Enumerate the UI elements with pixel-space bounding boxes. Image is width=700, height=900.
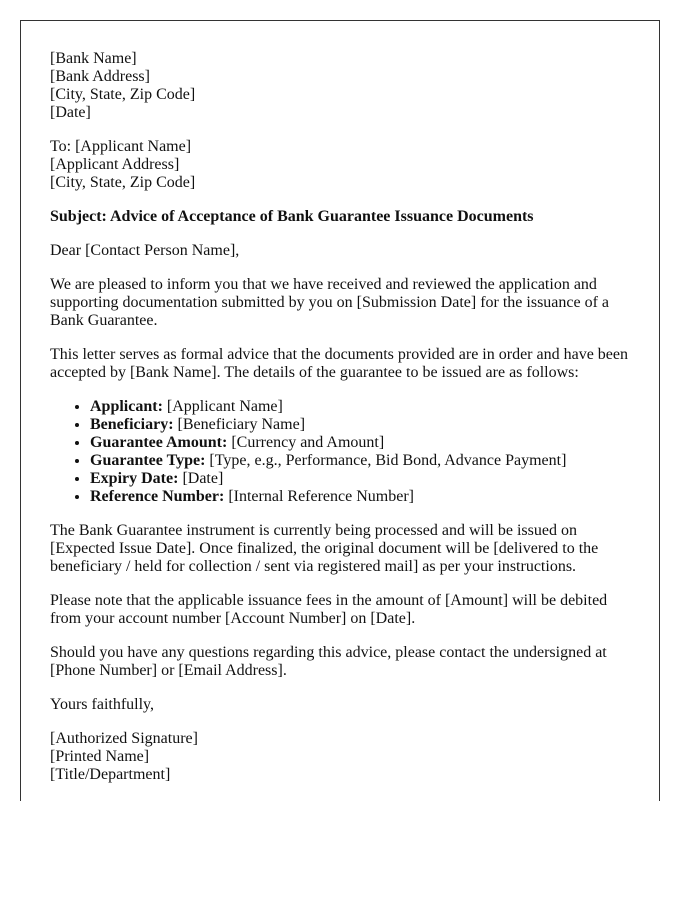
paragraph-advice: This letter serves as formal advice that the documents provided are in order and have been accepted by [Bank Name]. The details of the guarantee to be issued are as follows: [50, 346, 628, 381]
detail-label: Reference Number: [90, 488, 225, 505]
authorized-signature: [Authorized Signature] [50, 730, 198, 747]
title-department: [Title/Department] [50, 766, 171, 783]
sender-bank-name: [Bank Name] [50, 50, 137, 67]
recipient-city-state-zip: [City, State, Zip Code] [50, 174, 196, 191]
recipient-block [50, 138, 639, 192]
sender-bank-address: [Bank Address] [50, 68, 150, 85]
guarantee-details-list [50, 398, 639, 506]
detail-label: Guarantee Type: [90, 452, 206, 469]
sender-block [50, 50, 639, 122]
recipient-address: [Applicant Address] [50, 156, 180, 173]
detail-item-applicant [90, 398, 639, 416]
letter-date: [Date] [50, 104, 91, 121]
signature-block [50, 730, 639, 784]
detail-item-reference-number [90, 488, 639, 506]
detail-value: [Beneficiary Name] [173, 416, 306, 433]
detail-item-guarantee-type [90, 452, 639, 470]
detail-value: [Internal Reference Number] [224, 488, 414, 505]
detail-value: [Type, e.g., Performance, Bid Bond, Advance Payment] [205, 452, 567, 469]
printed-name: [Printed Name] [50, 748, 150, 765]
detail-value: [Date] [178, 470, 224, 487]
salutation: Dear [Contact Person Name], [50, 242, 240, 259]
detail-label: Beneficiary: [90, 416, 174, 433]
detail-label: Applicant: [90, 398, 163, 415]
subject-line: Subject: Advice of Acceptance of Bank Guarantee Issuance Documents [50, 208, 534, 225]
closing: Yours faithfully, [50, 696, 155, 713]
letter-document [20, 20, 660, 801]
paragraph-processing: The Bank Guarantee instrument is currently being processed and will be issued on [Expected Issue Date]. Once finalized, the original document will be [delivered to the beneficiary / held for collection / sent via registered mail] as per your instructions. [50, 522, 599, 575]
detail-item-guarantee-amount [90, 434, 639, 452]
paragraph-fees: Please note that the applicable issuance fees in the amount of [Amount] will be debited from your account number [Account Number] on [Date]. [50, 592, 608, 627]
paragraph-contact: Should you have any questions regarding this advice, please contact the undersigned at [Phone Number] or [Email Address]. [50, 644, 607, 679]
paragraph-intro: We are pleased to inform you that we have received and reviewed the application and supporting documentation submitted by you on [Submission Date] for the issuance of a Bank Guarantee. [50, 276, 610, 329]
detail-label: Expiry Date: [90, 470, 179, 487]
detail-label: Guarantee Amount: [90, 434, 228, 451]
detail-item-expiry-date [90, 470, 639, 488]
detail-item-beneficiary [90, 416, 639, 434]
recipient-name: To: [Applicant Name] [50, 138, 192, 155]
detail-value: [Currency and Amount] [227, 434, 385, 451]
sender-city-state-zip: [City, State, Zip Code] [50, 86, 196, 103]
detail-value: [Applicant Name] [162, 398, 283, 415]
